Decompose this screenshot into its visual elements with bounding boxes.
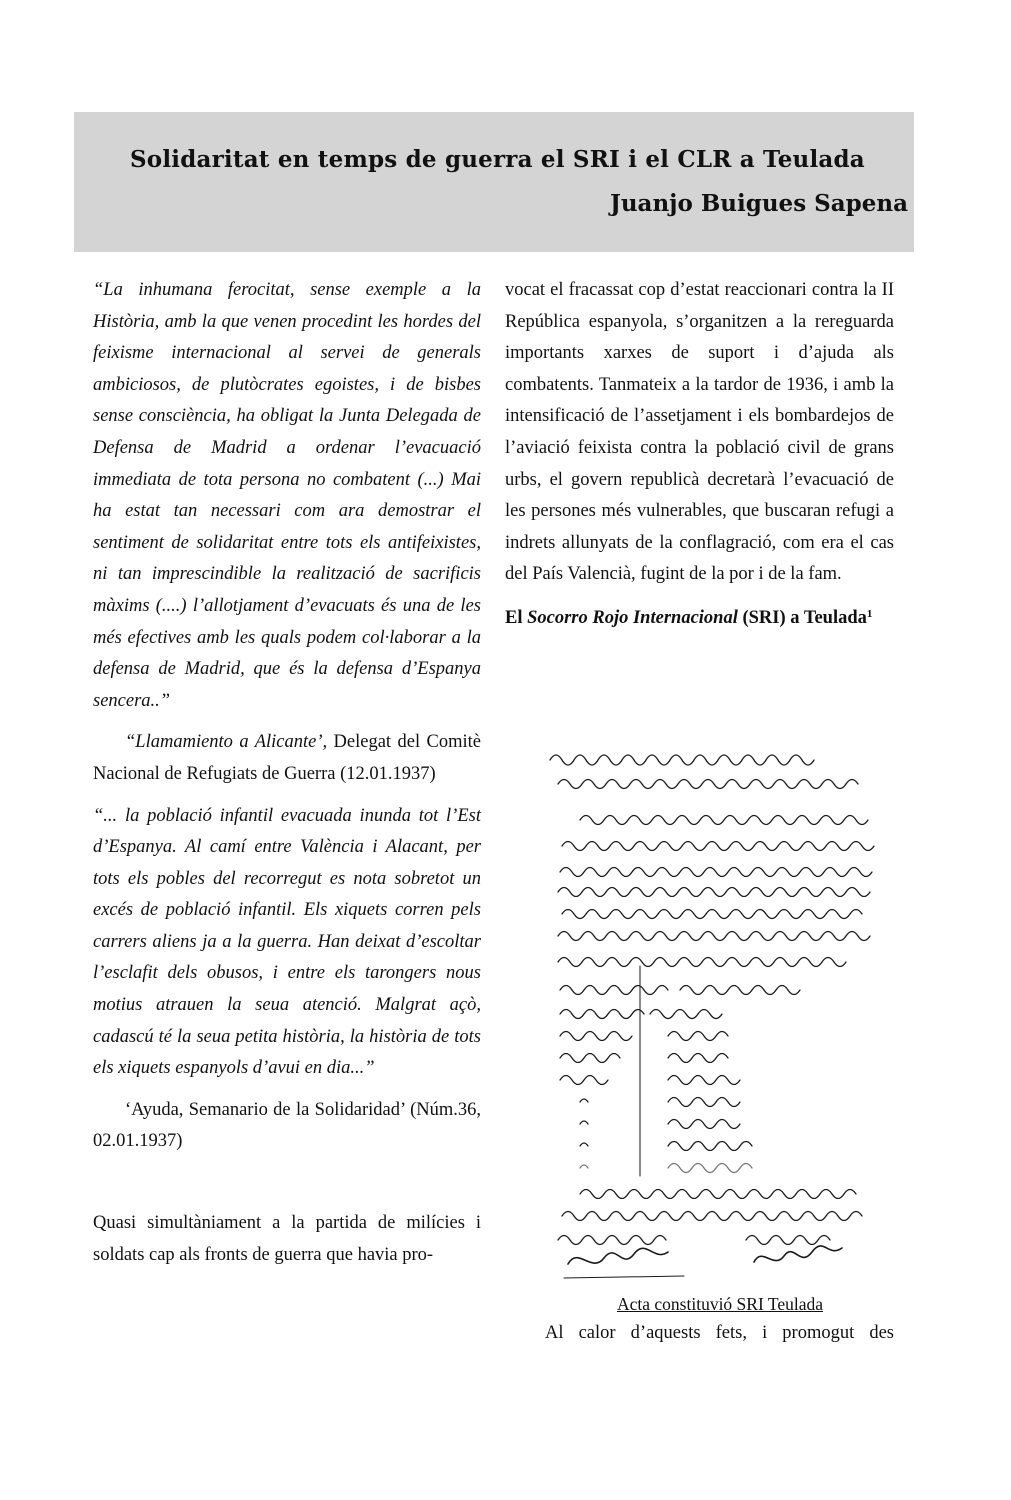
epigraph-source-2 [93,1095,481,1158]
title-banner [74,112,914,252]
source-2-detail: (Núm.36, 02.01.1937) [93,1099,481,1152]
left-column [93,275,481,1271]
article-author: Juanjo Buigues Sapena [609,190,908,217]
heading-prefix: El [505,607,528,628]
article-title: Solidaritat en temps de guerra el SRI i el CLR a Teulada [130,146,865,173]
epigraph-source-1 [93,727,481,790]
heading-organisation: Socorro Rojo Internacional [527,607,738,628]
image-caption: Acta constituvió SRI Teulada [617,1294,823,1314]
handwritten-document-image [540,740,900,1280]
body-paragraph-continued: vocat el fracassat cop d’estat reaccionari contra la II República espanyola, s’organitzen a la rereguarda importants xarxes de suport i d’ajuda als combatents. Tanmateix a la tardor de 1936, i amb la intensificació de l’assetjament i els bombardejos de l’aviació feixista contra la població civil de grans urbs, el govern republicà decretarà l’evacuació de les persones més vulnerables, que buscaran refugi a indrets allunyats de la conflagració, com era el cas del País Valencià, fugint de la por i de la fam. [505,280,894,585]
source-2-title: ‘Ayuda, Semanario de la Solidaridad’ [125,1099,405,1120]
epigraph-quote-1: “La inhumana ferocitat, sense exemple a la Història, amb la que venen procedint les hordes del feixisme internacional al servei de generals ambiciosos, de plutòcrates egoistes, i de bisbes sense consciència, ha obligat la Junta Delegada de Defensa de Madrid a ordenar l’evacuació immediata de tota persona no combatent (...) Mai ha estat tan necessari com ara demostrar el sentiment de solidaritat entre tots els antifeixistes, ni tan imprescindible la realització de sacrificis màxims (....) l’allotjament d’evacuats és una de les més efectives amb les quals podem col·laborar a la defensa de Madrid, que és la defensa d’Espanya sencera..” [93,280,481,711]
right-column [505,275,894,635]
body-paragraph-start: Quasi simultàniament a la partida de milícies i soldats cap als fronts de guerra que havia pro- [93,1213,481,1265]
source-1-title: “Llamamiento a Alicante’, [125,732,328,753]
source-1-detail: Delegat del Comitè Nacional de Refugiats de Guerra (12.01.1937) [93,732,481,784]
heading-suffix: (SRI) a Teulada [737,607,867,628]
epigraph-quote-2: “... la població infantil evacuada inunda tot l’Est d’Espanya. Al camí entre València i Alacant, per tots els pobles del recorregut es nota sobretot un excés de població infantil. Els xiquets corren pels carrers aliens ja a la guerra. Han deixat d’escoltar l’esclafit dels obusos, i entre els tarongers nous motius atrauen la seua atenció. Malgrat açò, cadascú té la seua petita història, la història de tots els xiquets espanyols d’avui en dia...” [93,805,481,1079]
body-paragraph-next: Al calor d’aquests fets, i promogut des [545,1323,894,1343]
footnote-marker: 1 [866,607,873,620]
section-heading [505,603,894,635]
